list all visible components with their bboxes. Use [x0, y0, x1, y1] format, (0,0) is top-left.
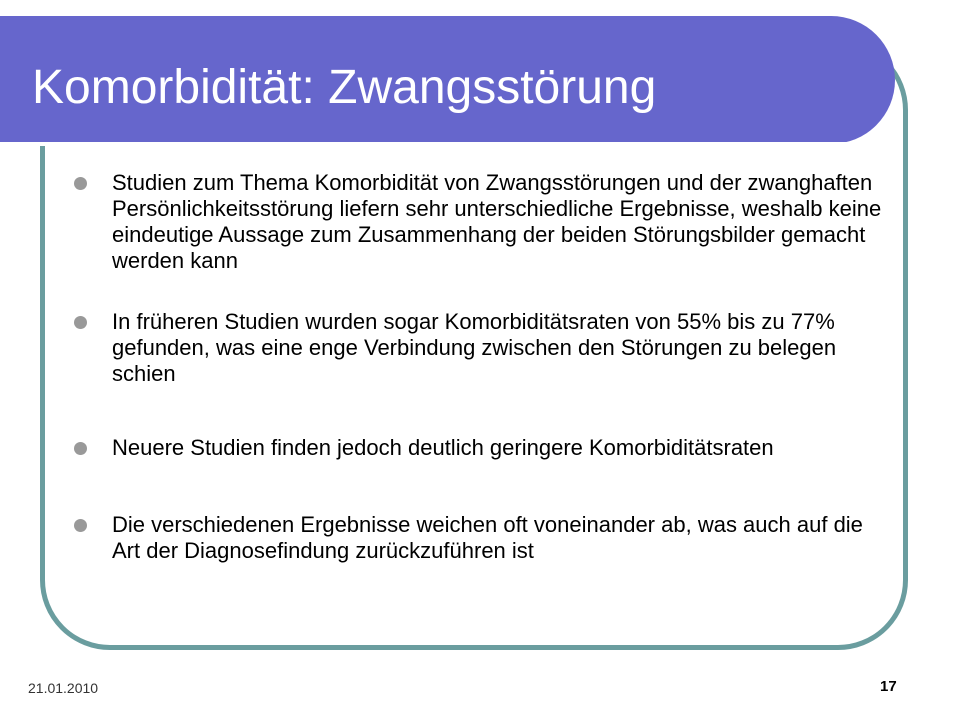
- bullet-dot-icon: [74, 316, 87, 329]
- title-underline: [0, 142, 848, 146]
- title-bar: [0, 16, 895, 144]
- bullet-item: [0, 435, 892, 461]
- bullet-list: [0, 170, 900, 564]
- footer-date: 21.01.2010: [28, 680, 99, 696]
- page-number: 17: [880, 678, 897, 695]
- bullet-dot-icon: [74, 442, 87, 455]
- bullet-item: [0, 512, 892, 564]
- bullet-text: In früheren Studien wurden sogar Komorbiditätsraten von 55% bis zu 77% gefunden, was eine enge Verbindung zwischen den Störungen zu belegen schien: [112, 309, 837, 386]
- bullet-item: [0, 309, 892, 387]
- bullet-dot-icon: [74, 177, 87, 190]
- slide-title: Komorbidität: Zwangsstörung: [32, 61, 657, 114]
- bullet-dot-icon: [74, 519, 87, 532]
- bullet-item: [0, 170, 892, 274]
- bullet-text: Studien zum Thema Komorbidität von Zwangsstörungen und der zwanghaften Persönlichkeitsstörung liefern sehr unterschiedliche Ergebnisse, weshalb keine eindeutige Aussage zum Zusammenhang der beiden Störungsbilder gemacht werden kann: [112, 170, 882, 273]
- bullet-text: Die verschiedenen Ergebnisse weichen oft voneinander ab, was auch auf die Art der Diagnosefindung zurückzuführen ist: [112, 512, 863, 563]
- bullet-text: Neuere Studien finden jedoch deutlich geringere Komorbiditätsraten: [112, 435, 774, 460]
